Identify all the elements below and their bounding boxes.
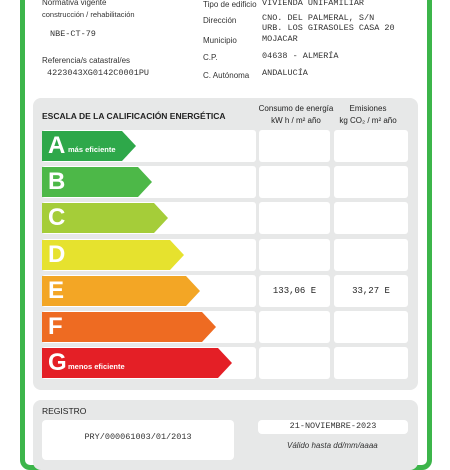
municipio-label: Municipio bbox=[203, 36, 237, 45]
rating-letter: D bbox=[48, 240, 66, 268]
emisiones-cell bbox=[334, 202, 408, 234]
normativa-sublabel: construcción / rehabilitación bbox=[42, 10, 135, 19]
consumo-cell bbox=[259, 239, 330, 271]
rating-arrow-b bbox=[42, 167, 152, 197]
emisiones-cell bbox=[334, 311, 408, 343]
emisiones-cell: 33,27 E bbox=[334, 275, 408, 307]
ca-label: C. Autónoma bbox=[203, 71, 250, 80]
municipio-value: MOJACAR bbox=[257, 33, 407, 46]
referencia-value: 4223043XG0142C0001PU bbox=[42, 67, 192, 81]
consumo-unit: kW h / m² año bbox=[271, 116, 321, 125]
consumo-cell bbox=[259, 347, 330, 379]
consumo-cell bbox=[259, 311, 330, 343]
registro-date: 21-NOVIEMBRE-2023 bbox=[258, 420, 408, 434]
emisiones-header: Emisiones bbox=[349, 104, 387, 113]
rating-arrow-c bbox=[42, 203, 168, 233]
direccion-line-1: CNO. DEL PALMERAL, S/N bbox=[262, 13, 375, 23]
tipo-label: Tipo de edificio bbox=[203, 0, 257, 9]
rating-letter: C bbox=[48, 204, 66, 232]
ca-value: ANDALUCÍA bbox=[257, 67, 407, 81]
consumo-cell bbox=[259, 202, 330, 234]
scale-title: ESCALA DE LA CALIFICACIÓN ENERGÉTICA bbox=[42, 111, 226, 121]
valid-until-label: Válido hasta dd/mm/aaaa bbox=[287, 441, 378, 450]
normativa-value: NBE-CT-79 bbox=[42, 20, 192, 52]
consumo-cell: 133,06 E bbox=[259, 275, 330, 307]
consumo-cell bbox=[259, 166, 330, 198]
direccion-label: Dirección bbox=[203, 16, 237, 25]
rating-arrow-f bbox=[42, 312, 216, 342]
rating-letter: E bbox=[48, 276, 65, 304]
registro-title: REGISTRO bbox=[42, 406, 87, 416]
rating-arrow-a bbox=[42, 131, 136, 161]
emisiones-cell bbox=[334, 239, 408, 271]
rating-sublabel: menos eficiente bbox=[68, 362, 125, 372]
registro-number: PRY/000061003/01/2013 bbox=[42, 420, 234, 460]
rating-letter: F bbox=[48, 313, 63, 340]
direccion-value bbox=[257, 12, 407, 34]
normativa-label: Normativa vigente bbox=[42, 0, 107, 7]
consumo-header: Consumo de energía bbox=[258, 104, 334, 113]
emisiones-cell bbox=[334, 166, 408, 198]
cp-label: C.P. bbox=[203, 53, 218, 62]
rating-arrow-d bbox=[42, 240, 184, 270]
emisiones-cell bbox=[334, 130, 408, 162]
referencia-label: Referencia/s catastral/es bbox=[42, 56, 131, 65]
cp-value: 04638 - ALMERÍA bbox=[257, 50, 407, 63]
tipo-value: VIVIENDA UNIFAMILIAR bbox=[257, 0, 407, 10]
rating-letter: B bbox=[48, 168, 66, 196]
emisiones-cell bbox=[334, 347, 408, 379]
rating-letter: A bbox=[48, 132, 66, 159]
rating-sublabel: más eficiente bbox=[68, 145, 116, 154]
rating-arrow-g bbox=[42, 348, 232, 378]
rating-arrow-e bbox=[42, 276, 200, 306]
consumo-cell bbox=[259, 130, 330, 162]
emisiones-unit: kg CO₂ / m² año bbox=[339, 116, 397, 125]
direccion-line-2: URB. LOS GIRASOLES CASA 20 bbox=[262, 23, 395, 33]
rating-letter: G bbox=[48, 349, 67, 377]
